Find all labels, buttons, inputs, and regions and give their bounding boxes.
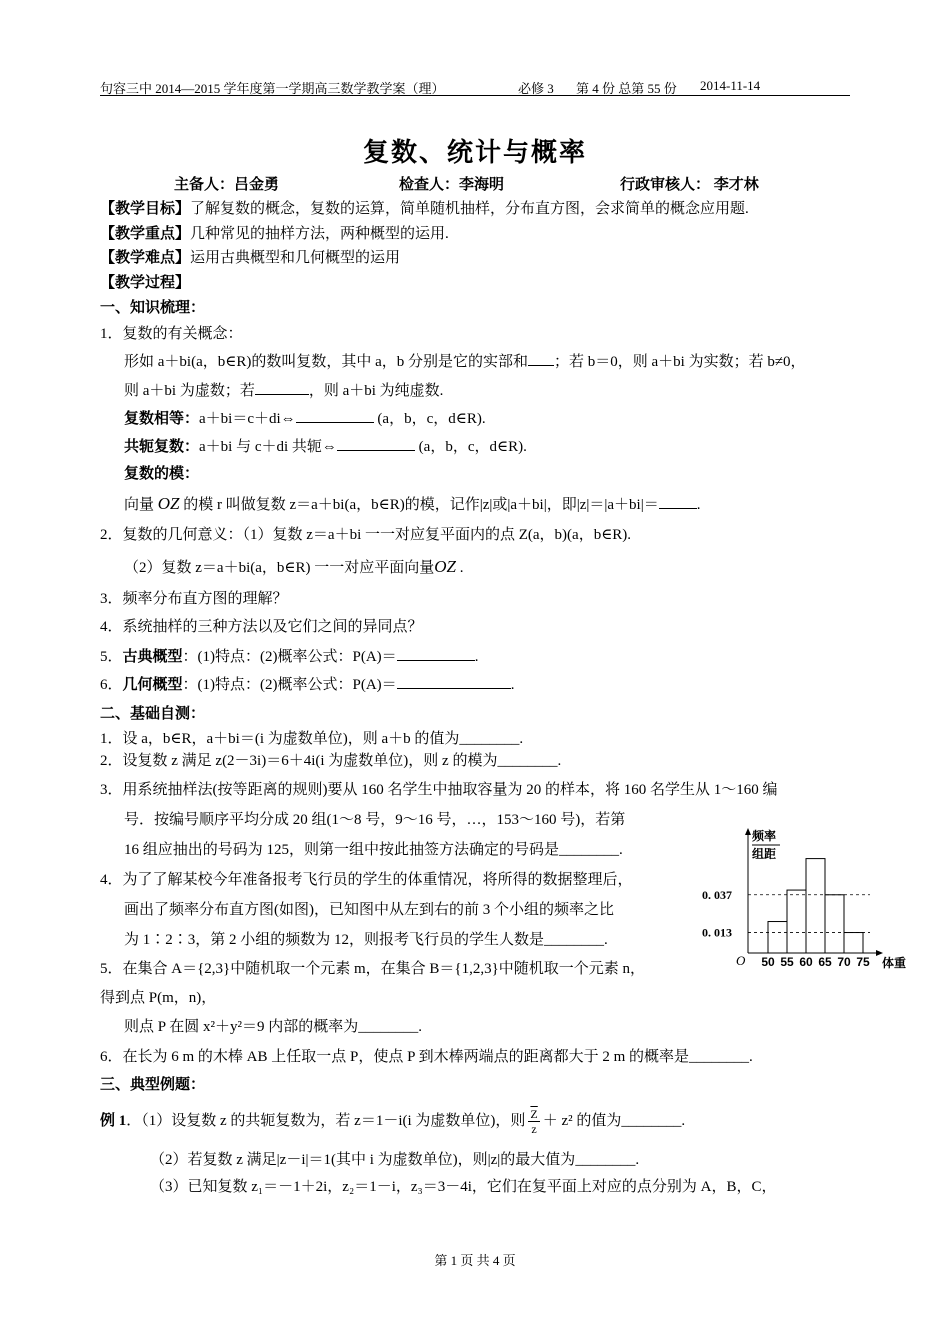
item-6-text: ：(1)特点：(2)概率公式：P(A)＝	[182, 677, 397, 693]
item-5-num: 5．	[100, 649, 123, 665]
y-tick-label: 0. 037	[702, 887, 732, 902]
fraction-numerator: $\overline{Z}$	[530, 1107, 538, 1121]
y-tick-label: 0. 013	[702, 925, 732, 940]
histogram-bar	[806, 859, 825, 953]
item-6-dot: .	[510, 677, 515, 693]
item-2b-text: （2）复数 z＝a＋bi(a，b∈R) 一一对应平面向量	[124, 560, 435, 576]
item-1-line2	[124, 380, 443, 401]
example-1-text-b: ＋ z² 的值为________.	[542, 1112, 686, 1129]
example-1-tag: 例 1	[100, 1112, 127, 1129]
item-5-text: ：(1)特点：(2)概率公式：P(A)＝	[182, 649, 397, 665]
header-school: 句容三中 2014—2015 学年度第一学期高三数学教学案（理）	[100, 81, 445, 96]
histogram-bar	[768, 922, 787, 953]
question-1: 1．设 a，b∈R，a＋bi＝(i 为虚数单位)，则 a＋b 的值为________.	[100, 731, 524, 747]
item-4: 4．系统抽样的三种方法以及它们之间的异同点？	[100, 619, 423, 635]
histogram-bar	[787, 890, 806, 953]
equality-text: a＋bi＝c＋di⇔	[199, 411, 296, 427]
item-2: 2．复数的几何意义：（1）复数 z＝a＋bi 一一对应复平面内的点 Z(a，b)(a，b∈R).	[100, 527, 632, 543]
item-6-tag: 几何概型	[122, 677, 183, 693]
key-text: 几种常见的抽样方法，两种概型的运用.	[190, 226, 449, 242]
item-6	[100, 674, 514, 695]
item-6-num: 6．	[100, 677, 123, 693]
item-2b-dot: .	[459, 560, 464, 576]
item-5-dot: .	[474, 649, 479, 665]
conjugate-tail: (a，b，c，d∈R).	[418, 439, 527, 455]
question-5-line1: 5．在集合 A＝{2,3}中随机取一个元素 m，在集合 B＝{1,2,3}中随机取一个元素 n，	[100, 961, 646, 977]
blank	[528, 351, 554, 366]
conjugate-fraction	[528, 1107, 539, 1136]
origin-label: O	[736, 953, 746, 968]
key-tag: 【教学重点】	[100, 226, 191, 242]
histogram-ylabel-bottom: 组距	[752, 847, 777, 861]
histogram-ylabel-top: 频率	[752, 829, 777, 843]
author-preparer: 主备人：吕金勇	[174, 177, 280, 193]
question-3-line3: 16 组应抽出的号码为 125，则第一组中按此抽签方法确定的号码是________.	[124, 842, 623, 858]
header-date: 2014-11-14	[700, 78, 761, 93]
vector-oz: OZ	[157, 494, 180, 513]
blank	[337, 436, 415, 451]
histogram-bar	[825, 895, 844, 953]
histogram-bar	[844, 933, 863, 953]
document-title: 复数、统计与概率	[362, 138, 587, 167]
fraction-denominator: z	[531, 1122, 537, 1136]
item-5	[100, 646, 478, 667]
modulus-line	[124, 494, 700, 515]
difficulty-tag: 【教学难点】	[100, 250, 191, 266]
header-rule	[100, 95, 850, 96]
x-tick-label: 65	[818, 955, 832, 969]
blank	[397, 674, 511, 689]
blank	[397, 646, 475, 661]
question-2: 2．设复数 z 满足 z(2－3i)＝6＋4i(i 为虚数单位)，则 z 的模为________.	[100, 753, 562, 769]
process-tag: 【教学过程】	[100, 275, 191, 291]
item-1-text-c: 则 a＋bi 为虚数；若	[124, 383, 255, 399]
complex-conjugate	[124, 436, 527, 457]
author-reviewer: 行政审核人： 李才林	[620, 177, 759, 193]
example-1-part2: （2）若复数 z 满足|z－i|＝1(其中 i 为虚数单位)，则|z|的最大值为________.	[150, 1152, 640, 1168]
conjugate-text: a＋bi 与 c＋di 共轭⇔	[199, 439, 337, 455]
question-6: 6．在长为 6 m 的木棒 AB 上任取一点 P，使点 P 到木棒两端点的距离都大于 2 m 的概率是________.	[100, 1049, 753, 1065]
example-1-line1	[100, 1107, 685, 1136]
frequency-histogram	[700, 825, 920, 975]
item-2b	[124, 557, 463, 578]
vector-oz: OZ	[434, 557, 456, 576]
item-1-text-a: 形如 a＋bi(a，b∈R)的数叫复数，其中 a，b 分别是它的实部和	[124, 354, 528, 370]
item-3: 3．频率分布直方图的理解？	[100, 591, 288, 607]
key-line	[100, 224, 449, 244]
section1-heading: 一、知识梳理：	[100, 300, 206, 316]
header-copy: 第 4 份 总第 55 份	[576, 81, 677, 96]
objective-line	[100, 199, 749, 219]
modulus-text-b: 的模 r 叫做复数 z＝a＋bi(a，b∈R)的模，记作|z|或|a＋bi|，即|z|＝|a＋bi|＝	[183, 497, 659, 513]
question-5-line3: 则点 P 在圆 x²＋y²＝9 内部的概率为________.	[124, 1019, 423, 1035]
y-axis-arrow	[745, 828, 751, 835]
question-4-line1: 4．为了了解某校今年准备报考飞行员的学生的体重情况，将所得的数据整理后，	[100, 872, 633, 888]
x-tick-label: 55	[780, 955, 794, 969]
blank	[255, 380, 309, 395]
section2-heading: 二、基础自测：	[100, 706, 206, 722]
example-1-text-a: ．（1）设复数 z 的共轭复数为，若 z＝1－i(i 为虚数单位)，则	[126, 1112, 526, 1129]
x-tick-label: 70	[837, 955, 851, 969]
item-1-line1	[124, 351, 806, 372]
page-footer: 第 1 页 共 4 页	[434, 1253, 516, 1268]
difficulty-line	[100, 248, 400, 268]
modulus-text-a: 向量	[124, 497, 155, 513]
item-1-text-d: ，则 a＋bi 为纯虚数.	[308, 383, 444, 399]
modulus-tag: 复数的模：	[124, 466, 200, 482]
question-3-line2: 号．按编号顺序平均分成 20 组(1～8 号，9～16 号，…，153～160 号)，若第	[124, 812, 626, 828]
section3-heading: 三、典型例题：	[100, 1077, 206, 1093]
header-course: 必修 3	[518, 81, 554, 96]
x-tick-label: 75	[856, 955, 870, 969]
question-5-line2: 得到点 P(m，n)，	[100, 990, 217, 1006]
author-checker: 检查人：李海明	[399, 177, 505, 193]
question-4-line2: 画出了频率分布直方图(如图)，已知图中从左到右的前 3 个小组的频率之比	[124, 902, 614, 918]
objective-text: 了解复数的概念，复数的运算，简单随机抽样，分布直方图，会求简单的概念应用题.	[190, 201, 749, 217]
modulus-text-c: .	[696, 497, 701, 513]
objective-tag: 【教学目标】	[100, 201, 191, 217]
equality-tail: (a，b，c，d∈R).	[377, 411, 486, 427]
difficulty-text: 运用古典概型和几何概型的运用	[190, 250, 401, 266]
equality-tag: 复数相等：	[124, 411, 200, 427]
item-1-text-b: ；若 b＝0，则 a＋bi 为实数；若 b≠0，	[554, 354, 806, 370]
x-axis-label: 体重	[882, 956, 907, 970]
blank	[296, 408, 374, 423]
question-3-line1: 3．用系统抽样法(按等距离的规则)要从 160 名学生中抽取容量为 20 的样本，将 160 名学生从 1～160 编	[100, 782, 778, 798]
example-1-part3: （3）已知复数 z₁＝－1＋2i，z₂＝1－i，z₃＝3－4i，它们在复平面上对应的点分别为 A，B，C，	[150, 1179, 777, 1195]
x-tick-label: 50	[761, 955, 775, 969]
complex-equality	[124, 408, 486, 429]
blank	[659, 494, 697, 509]
item-1: 1．复数的有关概念：	[100, 326, 243, 342]
item-5-tag: 古典概型	[122, 649, 183, 665]
x-tick-label: 60	[799, 955, 813, 969]
question-4-line3: 为 1∶2∶3，第 2 小组的频数为 12，则报考飞行员的学生人数是________.	[124, 932, 608, 948]
conjugate-tag: 共轭复数：	[124, 439, 200, 455]
